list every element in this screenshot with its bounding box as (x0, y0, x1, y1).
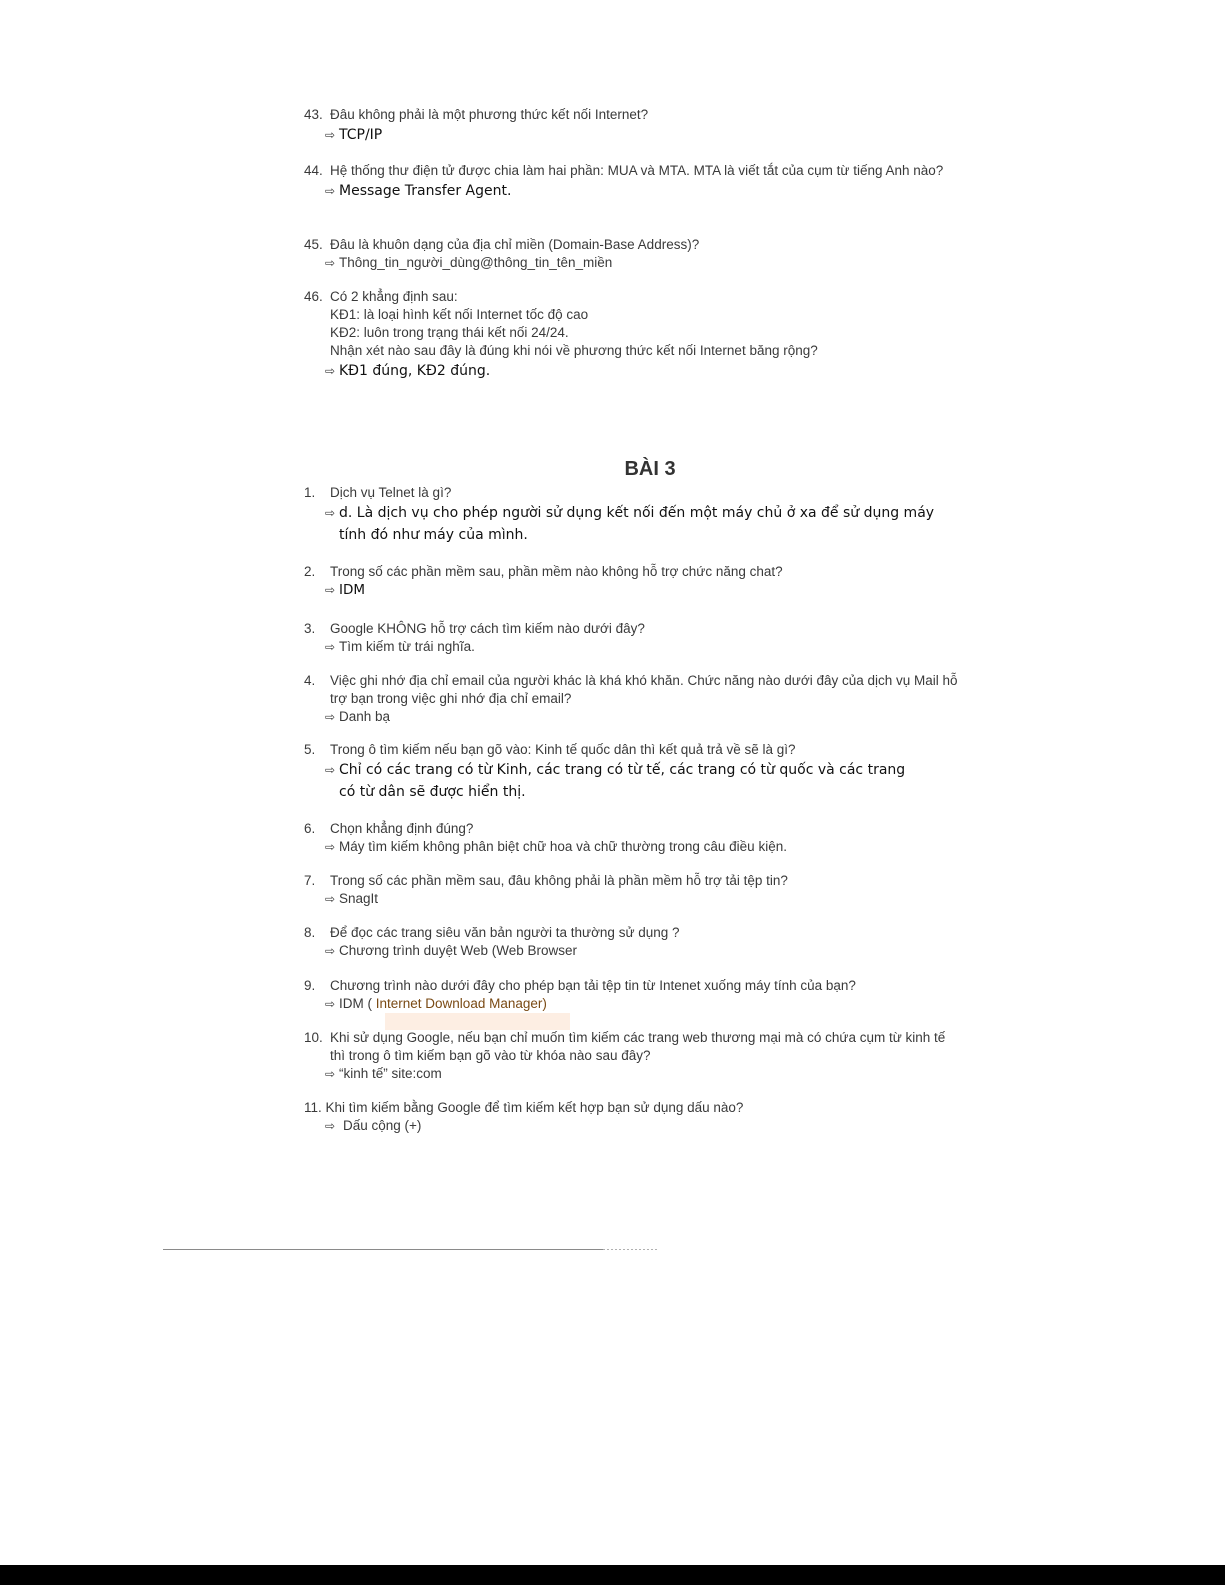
arrow-right-icon: ⇨ (325, 997, 336, 1011)
bai3-question-7 (304, 872, 954, 908)
answer-4 (325, 708, 964, 726)
question-45 (304, 236, 954, 272)
bai3-question-5 (304, 741, 954, 803)
highlight-bar (385, 1013, 570, 1030)
question-number: 9. (304, 978, 316, 993)
bai3-question-11 (304, 1099, 954, 1135)
statement-2: KĐ2: luôn trong trạng thái kết nối 24/24. (330, 325, 569, 340)
question-text: Trong số các phần mềm sau, phần mềm nào không hỗ trợ chức năng chat? (330, 564, 783, 579)
answer-3 (325, 638, 954, 656)
question-number: 3. (304, 621, 316, 636)
answer-7 (325, 890, 954, 908)
answer-text: Máy tìm kiếm không phân biệt chữ hoa và chữ thường trong câu điều kiện. (339, 839, 787, 854)
arrow-right-icon: ⇨ (325, 840, 336, 854)
answer-text: Chương trình duyệt Web (Web Browser (339, 943, 577, 958)
answer-text: TCP/IP (339, 127, 383, 143)
answer-43 (325, 124, 954, 146)
question-text: Đâu là khuôn dạng của địa chỉ miền (Domain-Base Address)? (330, 237, 700, 252)
answer-2 (325, 581, 954, 599)
footnote-separator (163, 1249, 603, 1250)
answer-9 (325, 995, 954, 1013)
answer-text: Dấu cộng (+) (343, 1118, 422, 1133)
bai3-question-10 (304, 1029, 954, 1083)
answer-5 (325, 759, 925, 803)
question-number: 45. (304, 237, 323, 252)
arrow-right-icon: ⇨ (325, 583, 336, 597)
question-text: Dịch vụ Telnet là gì? (330, 485, 452, 500)
question-number: 6. (304, 821, 316, 836)
arrow-right-icon: ⇨ (325, 892, 336, 906)
question-number: 7. (304, 873, 316, 888)
bai3-question-8 (304, 924, 954, 960)
bai3-question-1 (304, 484, 964, 546)
question-number: 5. (304, 742, 316, 757)
question-text: Khi sử dụng Google, nếu bạn chỉ muốn tìm kiếm các trang web thương mại mà có chứa cụm từ kinh tế thì trong ô tìm kiếm bạn gõ vào từ khóa nào sau đây? (330, 1030, 946, 1063)
bai3-question-6 (304, 820, 954, 856)
question-number: 1. (304, 485, 316, 500)
bai3-question-4 (304, 672, 964, 726)
arrow-right-icon: ⇨ (325, 944, 336, 958)
answer-text: d. Là dịch vụ cho phép người sử dụng kết nối đến một máy chủ ở xa để sử dụng máy tính đó như máy của mình. (339, 505, 935, 543)
bai3-question-2 (304, 563, 954, 599)
question-number: 43. (304, 107, 323, 122)
section-title: BÀI 3 (624, 458, 676, 480)
answer-8 (325, 942, 954, 960)
arrow-right-icon: ⇨ (325, 506, 336, 520)
answer-prefix: IDM ( (339, 996, 372, 1011)
answer-1 (325, 502, 964, 546)
question-text: Chọn khẳng định đúng? (330, 821, 474, 836)
arrow-right-icon: ⇨ (325, 763, 336, 777)
question-44 (304, 162, 964, 202)
question-text: Khi tìm kiếm bằng Google để tìm kiếm kết hợp bạn sử dụng dấu nào? (325, 1100, 744, 1115)
answer-text: IDM (339, 582, 366, 598)
answer-text: KĐ1 đúng, KĐ2 đúng. (339, 363, 491, 379)
question-number: 4. (304, 673, 316, 688)
answer-text (339, 995, 954, 1013)
answer-11 (325, 1117, 954, 1135)
arrow-right-icon: ⇨ (325, 640, 336, 654)
question-text: Trong ô tìm kiếm nếu bạn gõ vào: Kinh tế quốc dân thì kết quả trả về sẽ là gì? (330, 742, 796, 757)
question-text: Google KHÔNG hỗ trợ cách tìm kiếm nào dưới đây? (330, 621, 645, 636)
question-line (304, 1099, 954, 1117)
question-text: Đâu không phải là một phương thức kết nối Internet? (330, 107, 649, 122)
answer-text: Danh bạ (339, 709, 391, 724)
arrow-right-icon: ⇨ (325, 710, 336, 724)
arrow-right-icon: ⇨ (325, 1119, 336, 1133)
answer-highlight: Internet Download Manager) (375, 996, 547, 1011)
arrow-right-icon: ⇨ (325, 364, 336, 378)
question-text: Hệ thống thư điện tử được chia làm hai phần: MUA và MTA. MTA là viết tắt của cụm từ tiếng Anh nào? (330, 163, 944, 178)
answer-text: “kinh tế” site:com (339, 1066, 442, 1081)
question-text: Trong số các phần mềm sau, đâu không phải là phần mềm hỗ trợ tải tệp tin? (330, 873, 788, 888)
answer-6 (325, 838, 954, 856)
answer-46 (325, 360, 954, 382)
question-number: 2. (304, 564, 316, 579)
question-43 (304, 106, 954, 146)
question-number: 10. (304, 1030, 323, 1045)
footnote-separator-dotted (603, 1249, 658, 1250)
page-bottom-border (0, 1565, 1225, 1585)
question-text: Để đọc các trang siêu văn bản người ta thường sử dụng ? (330, 925, 680, 940)
answer-text: Chỉ có các trang có từ Kinh, các trang có từ tế, các trang có từ quốc và các trang có từ dân sẽ được hiển thị. (339, 762, 906, 800)
bai3-question-3 (304, 620, 954, 656)
question-text: Chương trình nào dưới đây cho phép bạn tải tệp tin từ Intenet xuống máy tính của bạn? (330, 978, 856, 993)
statement-question: Nhận xét nào sau đây là đúng khi nói về phương thức kết nối Internet băng rộng? (330, 343, 818, 358)
question-number: 11. (304, 1100, 322, 1115)
question-number: 8. (304, 925, 316, 940)
answer-text: Thông_tin_người_dùng@thông_tin_tên_miền (339, 255, 613, 270)
statement-1: KĐ1: là loại hình kết nối Internet tốc độ cao (330, 307, 589, 322)
arrow-right-icon: ⇨ (325, 256, 336, 270)
arrow-right-icon: ⇨ (325, 184, 336, 198)
question-number: 46. (304, 289, 323, 304)
question-number: 44. (304, 163, 323, 178)
answer-45 (325, 254, 954, 272)
bai3-question-9 (304, 977, 954, 1013)
arrow-right-icon: ⇨ (325, 1067, 336, 1081)
question-text: Việc ghi nhớ địa chỉ email của người khác là khá khó khăn. Chức năng nào dưới đây của dịch vụ Mail hỗ trợ bạn trong việc ghi nhớ địa chỉ email? (330, 673, 958, 706)
arrow-right-icon: ⇨ (325, 128, 336, 142)
answer-text: Tìm kiếm từ trái nghĩa. (339, 639, 475, 654)
answer-text: Message Transfer Agent. (339, 183, 512, 199)
answer-44 (325, 180, 964, 202)
question-46 (304, 288, 954, 382)
answer-10 (325, 1065, 954, 1083)
answer-text: SnagIt (339, 891, 379, 906)
question-text: Có 2 khẳng định sau: (330, 289, 458, 304)
